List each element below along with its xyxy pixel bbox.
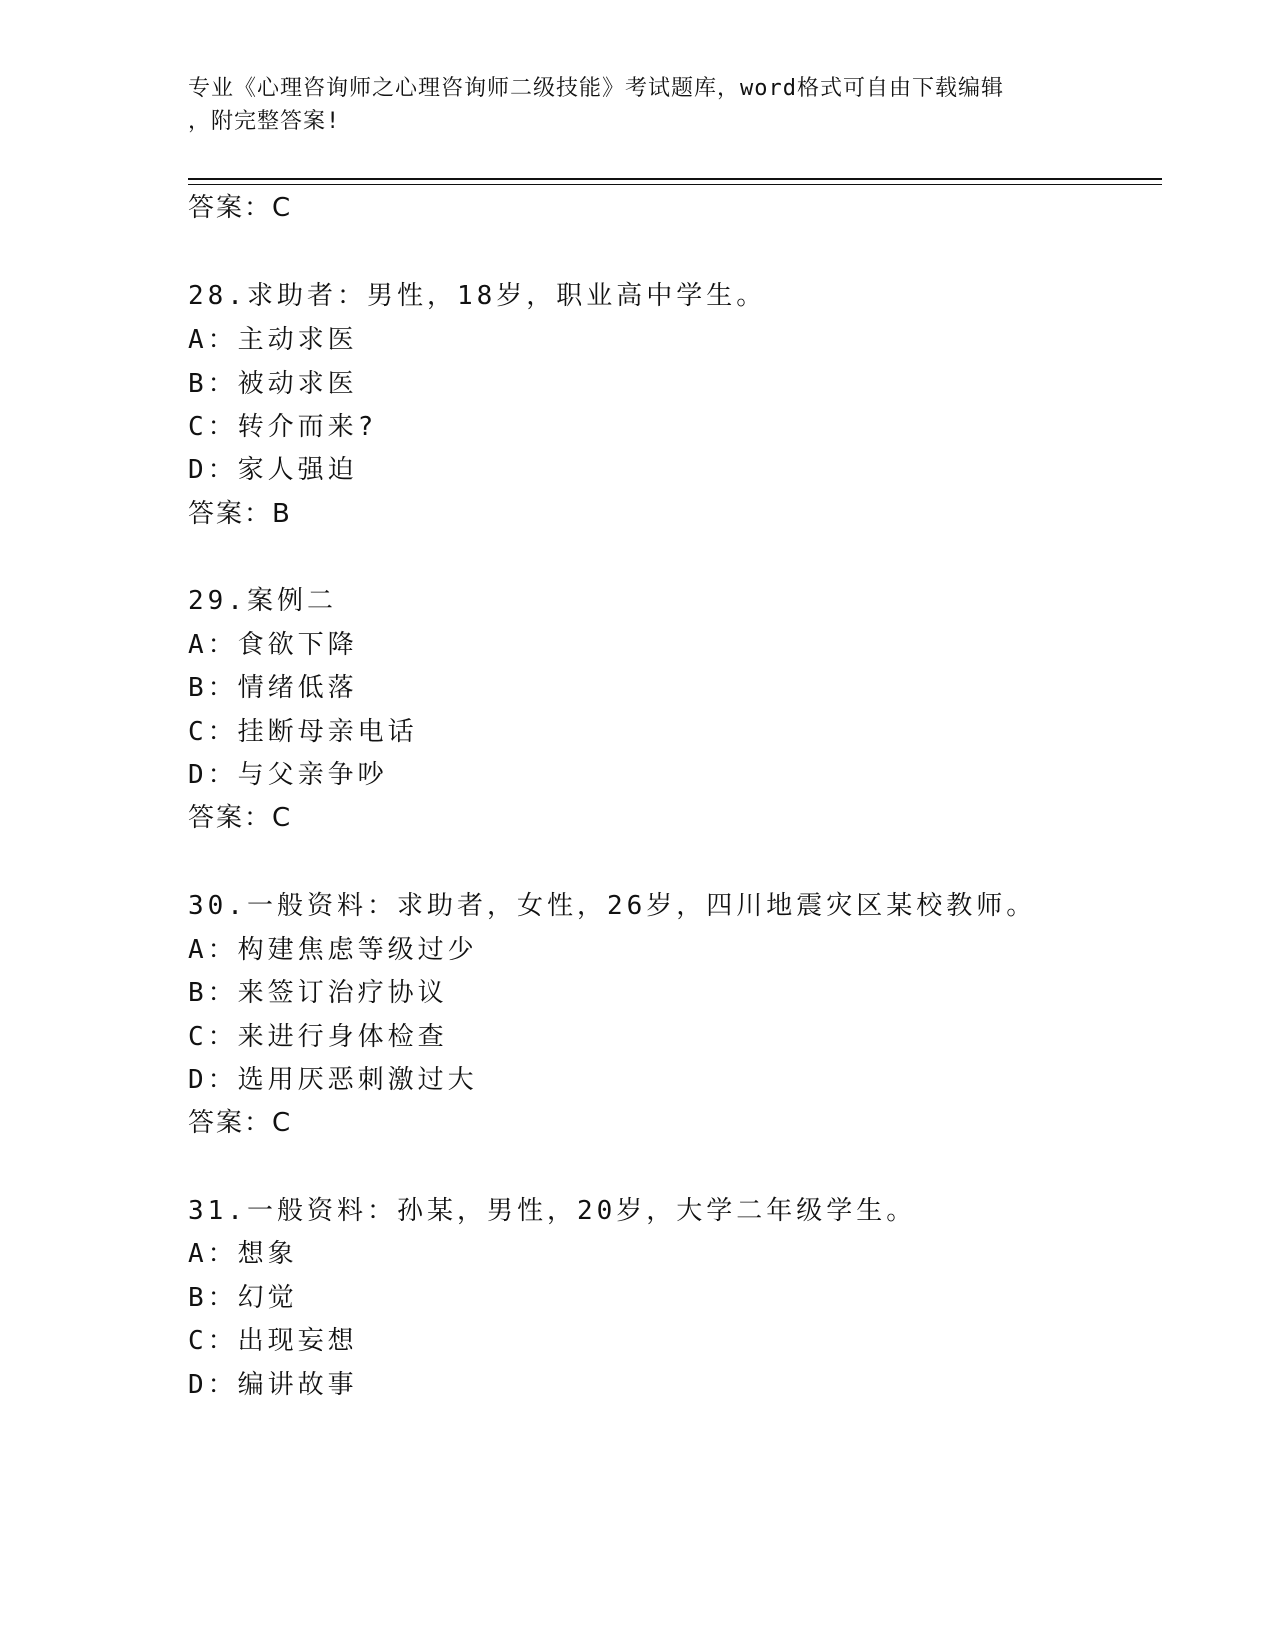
question-28-option-a: A：主动求医 [188,325,358,355]
document-header [188,72,1088,138]
question-31-option-c: C：出现妄想 [188,1326,358,1356]
question-29-option-c: C：挂断母亲电话 [188,717,418,747]
header-title-line: 专业《心理咨询师之心理咨询师二级技能》考试题库，word格式可自由下载编辑 [188,76,1004,101]
question-30-option-b: B：来签订治疗协议 [188,978,448,1008]
answer-28: 答案：B [188,499,292,529]
question-31-option-b: B：幻觉 [188,1283,298,1313]
question-30-stem: 30.一般资料：求助者，女性，26岁，四川地震灾区某校教师。 [188,891,1037,921]
question-29-option-d: D：与父亲争吵 [188,760,388,790]
header-divider-thin [188,184,1162,185]
question-30-option-c: C：来进行身体检查 [188,1022,448,1052]
answer-27: 答案：C [188,193,293,223]
question-29-option-b: B：情绪低落 [188,673,358,703]
question-28-option-d: D：家人强迫 [188,455,358,485]
question-29-stem: 29.案例二 [188,586,337,616]
question-28-option-b: B：被动求医 [188,369,358,399]
header-title-continuation: ，附完整答案! [188,109,341,134]
answer-30: 答案：C [188,1108,293,1138]
header-divider-thick [188,178,1162,180]
answer-29: 答案：C [188,803,293,833]
question-31-option-d: D：编讲故事 [188,1370,358,1400]
question-28-option-c: C：转介而来? [188,412,378,442]
question-30-option-a: A：构建焦虑等级过少 [188,935,478,965]
question-28-stem: 28.求助者：男性，18岁，职业高中学生。 [188,281,767,311]
question-31-option-a: A：想象 [188,1239,298,1269]
question-31-stem: 31.一般资料：孙某，男性，20岁，大学二年级学生。 [188,1196,917,1226]
question-29-option-a: A：食欲下降 [188,630,358,660]
question-30-option-d: D：选用厌恶刺激过大 [188,1065,478,1095]
